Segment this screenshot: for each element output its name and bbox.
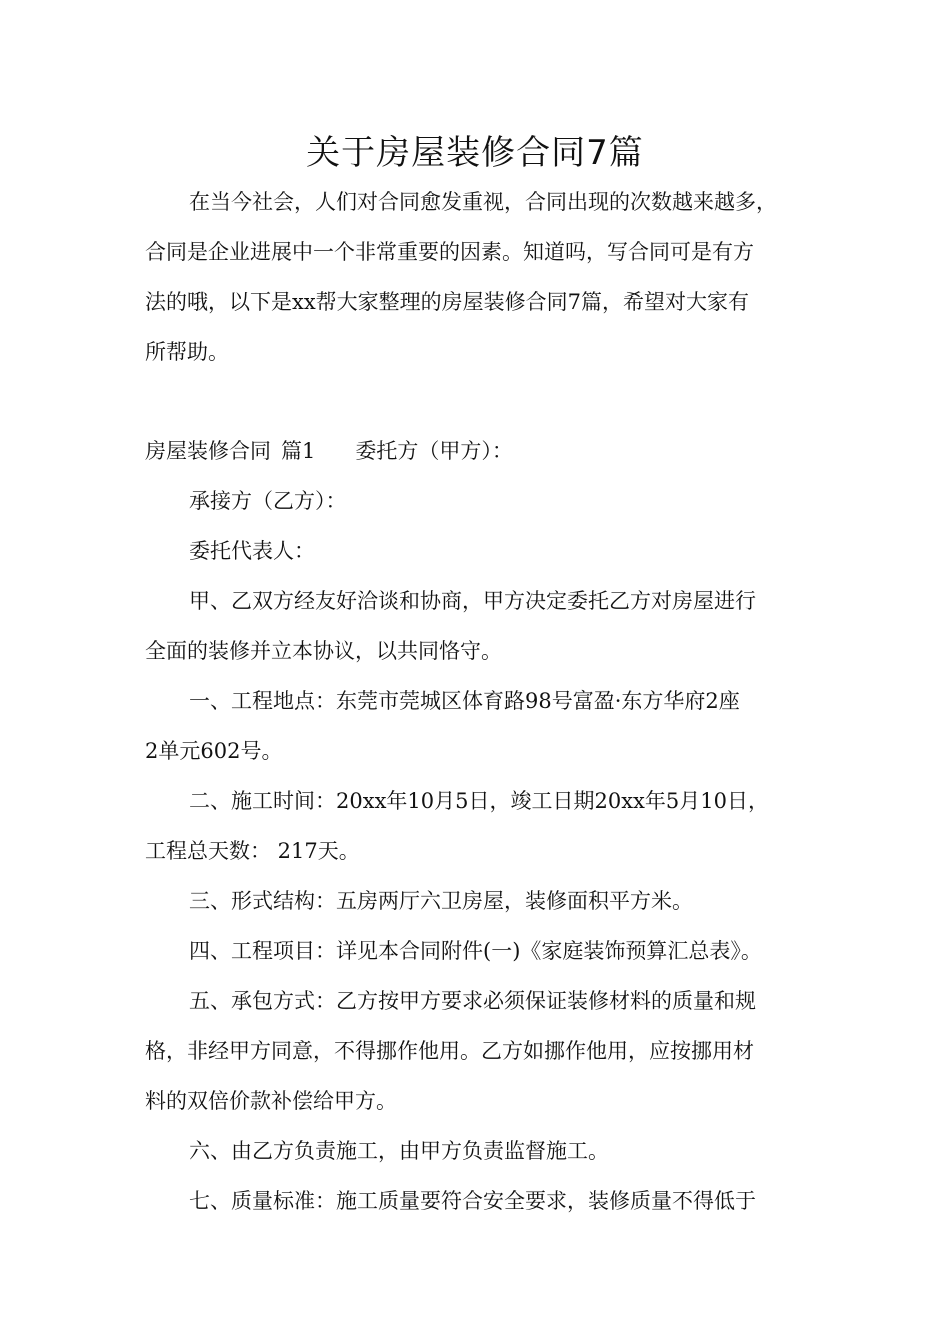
intro-paragraph — [145, 177, 815, 377]
contract-paragraphs — [145, 476, 815, 1226]
contract-line: 工程总天数： 217天。 — [145, 839, 360, 863]
contract-line: 二、施工时间：20xx年10月5日，竣工日期20xx年5月10日， — [189, 789, 769, 813]
contract-line: 一、工程地点：东莞市莞城区体育路98号富盈·东方华府2座 — [189, 689, 740, 713]
contract-line: 2单元602号。 — [145, 739, 283, 763]
contract-line: 格，非经甲方同意，不得挪作他用。乙方如挪作他用，应按挪用材 — [145, 1039, 754, 1063]
party-a-label: 委托方（甲方）： — [355, 439, 513, 463]
contract-line: 料的双倍价款补偿给甲方。 — [145, 1089, 397, 1113]
contract-line: 三、形式结构：五房两厅六卫房屋，装修面积平方米。 — [189, 889, 693, 913]
contract-body — [145, 426, 815, 1226]
intro-line: 在当今社会，人们对合同愈发重视，合同出现的次数越来越多， — [189, 190, 777, 214]
intro-line: 所帮助。 — [145, 340, 229, 364]
intro-line: 合同是企业进展中一个非常重要的因素。知道吗，写合同可是有方 — [145, 240, 754, 264]
contract-line: 承接方（乙方）： — [189, 489, 347, 513]
document-title: 关于房屋装修合同7篇 — [306, 133, 644, 173]
contract-line: 委托代表人： — [189, 539, 315, 563]
contract-line: 六、由乙方负责施工，由甲方负责监督施工。 — [189, 1139, 609, 1163]
intro-line: 法的哦，以下是xx帮大家整理的房屋装修合同7篇，希望对大家有 — [145, 290, 750, 314]
contract-line: 五、承包方式：乙方按甲方要求必须保证装修材料的质量和规 — [189, 989, 756, 1013]
section-heading — [145, 426, 815, 476]
contract-line: 四、工程项目：详见本合同附件(一)《家庭装饰预算汇总表》。 — [189, 939, 762, 963]
section-heading-number: 篇1 — [281, 439, 316, 463]
contract-line: 甲、乙双方经友好洽谈和协商，甲方决定委托乙方对房屋进行 — [189, 589, 756, 613]
contract-line: 全面的装修并立本协议，以共同恪守。 — [145, 639, 502, 663]
contract-line: 七、质量标准：施工质量要符合安全要求，装修质量不得低于 — [189, 1189, 756, 1213]
section-heading-name: 房屋装修合同 — [145, 439, 271, 463]
